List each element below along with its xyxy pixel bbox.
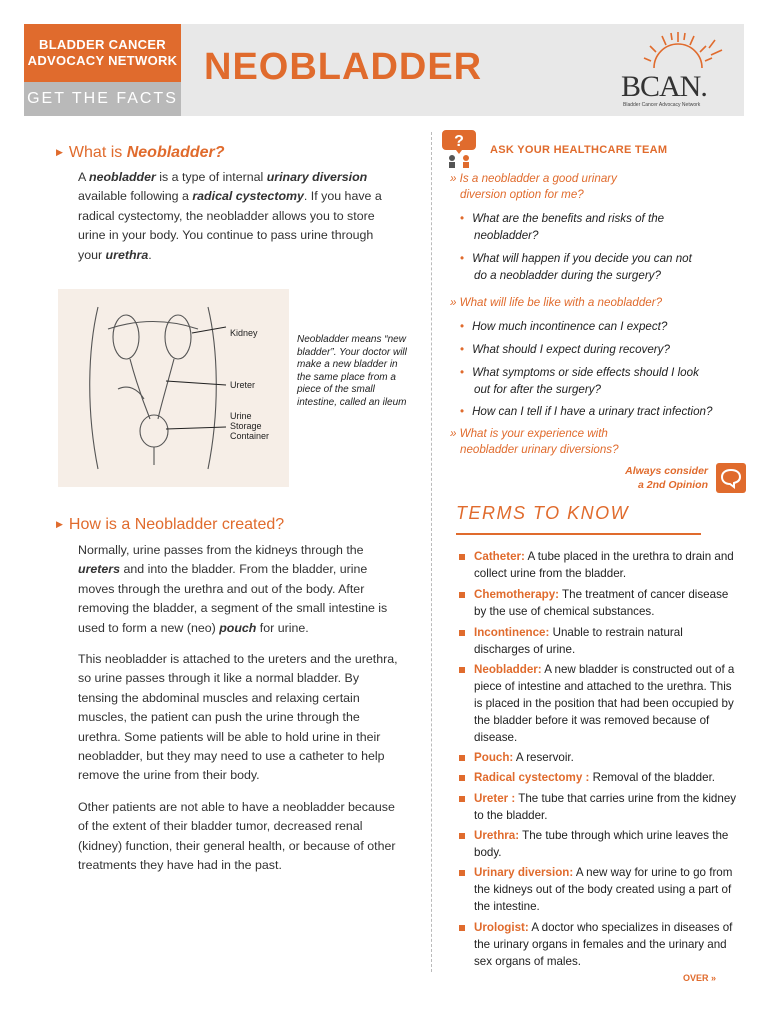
sub-question: • How can I tell if I have a urinary tract infection? [460,405,713,418]
label-urine-storage: Urine Storage Container [230,411,270,441]
anatomy-illustration [58,289,289,487]
square-bullet-icon [459,667,465,673]
terms-rule [456,533,701,535]
speech-bubble-icon [716,463,746,493]
sub-question: • What should I expect during recovery? [460,343,670,356]
second-opinion-note: Always consider a 2nd Opinion [625,465,708,491]
square-bullet-icon [459,870,465,876]
bcan-logo-text: BCAN. [621,70,707,103]
bullet-icon: • [460,366,465,379]
section-heading-how-created: ▶ How is a Neobladder created? [56,516,285,533]
org-line-1: BLADDER CANCER [39,37,166,52]
org-name-box [24,24,181,82]
sub-question: • What will happen if you decide you can not do a neobladder during the surgery? [460,252,692,282]
term-item: Neobladder: A new bladder is constructed out of a piece of intestine and attached to the urethra. This is placed in the position that had been occupied by the bladder before it was removed because of disease. [459,661,739,746]
square-bullet-icon [459,796,465,802]
square-bullet-icon [459,755,465,761]
question-2: » What will life be like with a neobladder? [450,296,663,309]
over-link[interactable]: OVER » [683,973,717,983]
square-bullet-icon [459,630,465,636]
question-1: » Is a neobladder a good urinary diversion option for me? [450,172,617,201]
term-item: Incontinence: Unable to restrain natural discharges of urine. [459,624,739,658]
bullet-icon: • [460,252,465,265]
get-the-facts: GET THE FACTS [24,82,181,116]
label-kidney: Kidney [230,328,258,338]
ask-healthcare-heading: ASK YOUR HEALTHCARE TEAM [490,144,668,156]
bullet-icon: • [460,405,465,418]
term-item: Catheter: A tube placed in the urethra to drain and collect urine from the bladder. [459,548,739,582]
sub-question: • What are the benefits and risks of the neobladder? [460,212,665,242]
bullet-icon: • [460,212,465,225]
term-item: Chemotherapy: The treatment of cancer disease by the use of chemical substances. [459,586,739,620]
question-people-icon [440,126,478,168]
term-item: Urinary diversion: A new way for urine to go from the kidneys out of the body created using a part of the intestine. [459,864,739,915]
square-bullet-icon [459,775,465,781]
square-bullet-icon [459,925,465,931]
bullet-icon: • [460,343,465,356]
term-item: Urethra: The tube through which urine leaves the body. [459,827,739,861]
square-bullet-icon [459,833,465,839]
question-3: » What is your experience with neobladder urinary diversions? [450,427,619,456]
arrow-right-icon: ▶ [56,519,63,529]
paragraph-how-3: Other patients are not able to have a neobladder because of the extent of their bladder tumor, decreased renal (kidney) function, their general health, or because of other treatments they have had in the past. [78,800,396,873]
paragraph-how-1: Normally, urine passes from the kidneys through the ureters and into the bladder. From the bladder, urine moves through the urethra and out of the body. After removing the bladder, a segment of the small intestine is used to form a new (neo) pouch for urine. [78,543,388,635]
org-line-2: ADVOCACY NETWORK [27,53,178,68]
paragraph-how-2: This neobladder is attached to the ureters and the urethra, so urine passes through it like a normal bladder. By tensing the abdominal muscles and relaxing certain muscles, the patient can push the urine through the urethra. Some patients will be able to hold urine in their neobladder, but they may need to use a catheter to help remove the urine from their body. [78,652,398,783]
illustration-caption: Neobladder means “new bladder”. Your doctor will make a new bladder in the same place from a piece of the small intestine, called an ileum [297,334,407,408]
sub-question: • How much incontinence can I expect? [460,320,668,333]
page-title: NEOBLADDER [204,46,483,88]
terms-heading: TERMS TO KNOW [456,503,630,523]
section-heading-what-is: ▶ What is Neobladder? [56,144,225,161]
term-item: Ureter : The tube that carries urine from the kidney to the bladder. [459,790,739,824]
term-item: Urologist: A doctor who specializes in diseases of the urinary organs in females and the urinary and sex organs of males. [459,919,739,970]
column-divider [431,132,432,972]
sub-question: • What symptoms or side effects should I look out for after the surgery? [460,366,699,396]
header-banner [24,24,744,116]
bullet-icon: • [460,320,465,333]
square-bullet-icon [459,554,465,560]
term-item: Pouch: A reservoir. [459,749,739,766]
arrow-right-icon: ▶ [56,147,63,157]
square-bullet-icon [459,592,465,598]
label-ureter: Ureter [230,380,256,390]
term-item: Radical cystectomy : Removal of the bladder. [459,769,739,786]
svg-text:?: ? [454,133,464,150]
intro-paragraph: A neobladder is a type of internal urinary diversion available following a radical cystectomy. If you have a radical cystectomy, the neobladder allows you to store urine in your body. You continue to pass urine through your urethra. [78,170,382,262]
bcan-logo-subtitle: Bladder Cancer Advocacy Network [623,102,701,108]
